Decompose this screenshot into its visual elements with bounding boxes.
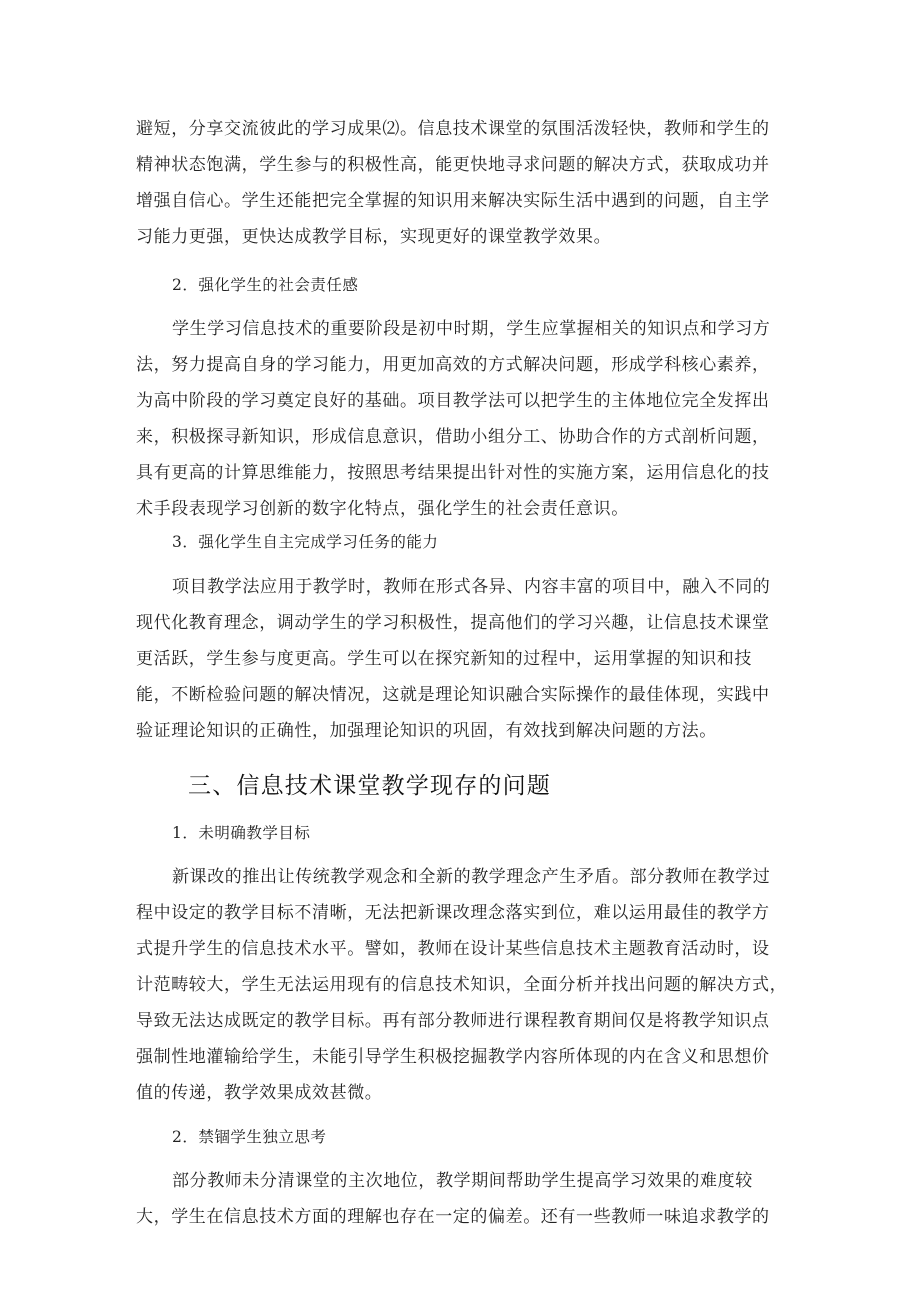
paragraph-line: 值的传递，教学效果成效甚微。 [136,1083,383,1103]
section-heading: 三、信息技术课堂教学现存的问题 [188,773,551,799]
paragraph-line: 能，不断检验问题的解决情况，这就是理论知识融合实际操作的最佳体现，实践中 [136,685,770,705]
paragraph-line: 法，努力提高自身的学习能力，用更加高效的方式解决问题，形成学科核心素养， [136,355,770,375]
paragraph-line: 习能力更强，更快达成教学目标，实现更好的课堂教学效果。 [136,227,612,247]
paragraph-line: 更活跃，学生参与度更高。学生可以在探究新知的过程中，运用掌握的知识和技 [136,649,752,669]
paragraph-line: 增强自信心。学生还能把完全掌握的知识用来解决实际生活中遇到的问题，自主学 [136,191,770,211]
paragraph-line: 导致无法达成既定的教学目标。再有部分教师进行课程教育期间仅是将教学知识点 [136,1011,770,1031]
subsection-title: 2．禁锢学生独立思考 [172,1128,327,1146]
subsection-title: 1．未明确教学目标 [172,824,311,842]
paragraph-line: 来，积极探寻新知识，形成信息意识，借助小组分工、协助合作的方式剖析问题， [136,427,770,447]
paragraph-line: 大，学生在信息技术方面的理解也存在一定的偏差。还有一些教师一味追求教学的 [136,1207,770,1227]
paragraph-line: 术手段表现学习创新的数字化特点，强化学生的社会责任意识。 [136,499,629,519]
paragraph-line: 新课改的推出让传统教学观念和全新的教学理念产生矛盾。部分教师在教学过 [172,867,771,887]
paragraph-line: 学生学习信息技术的重要阶段是初中时期，学生应掌握相关的知识点和学习方 [172,319,771,339]
paragraph-line: 为高中阶段的学习奠定良好的基础。项目教学法可以把学生的主体地位完全发挥出 [136,391,770,411]
paragraph-line: 项目教学法应用于教学时，教师在形式各异、内容丰富的项目中，融入不同的 [172,577,771,597]
paragraph-line: 强制性地灌输给学生，未能引导学生积极挖掘教学内容所体现的内在含义和思想价 [136,1047,770,1067]
paragraph-line: 计范畴较大，学生无法运用现有的信息技术知识，全面分析并找出问题的解决方式， [136,975,788,995]
paragraph-line: 验证理论知识的正确性，加强理论知识的巩固，有效找到解决问题的方法。 [136,721,717,741]
subsection-title: 2．强化学生的社会责任感 [172,276,359,294]
paragraph-line: 现代化教育理念，调动学生的学习积极性，提高他们的学习兴趣，让信息技术课堂 [136,613,770,633]
paragraph-line: 避短，分享交流彼此的学习成果⑵。信息技术课堂的氛围活泼轻快，教师和学生的 [136,119,770,139]
subsection-title: 3．强化学生自主完成学习任务的能力 [172,533,439,551]
paragraph-line: 部分教师未分清课堂的主次地位，教学期间帮助学生提高学习效果的难度较 [172,1171,753,1191]
paragraph-line: 程中设定的教学目标不清晰，无法把新课改理念落实到位，难以运用最佳的教学方 [136,903,770,923]
paragraph-line: 精神状态饱满，学生参与的积极性高，能更快地寻求问题的解决方式，获取成功并 [136,155,770,175]
paragraph-line: 式提升学生的信息技术水平。譬如，教师在设计某些信息技术主题教育活动时，设 [136,939,770,959]
paragraph-line: 具有更高的计算思维能力，按照思考结果提出针对性的实施方案，运用信息化的技 [136,463,770,483]
